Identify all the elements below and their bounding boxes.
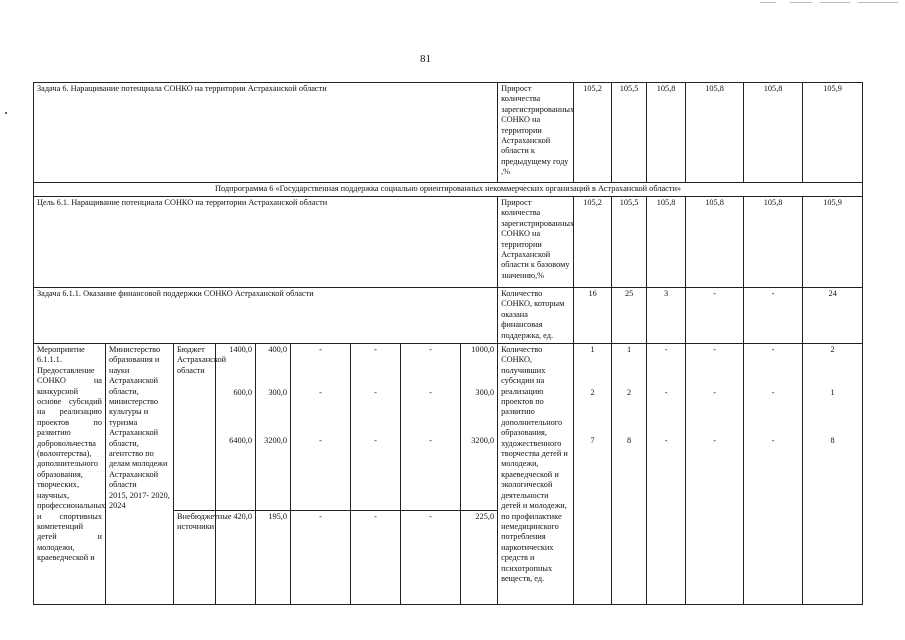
task6-value: 105,8 xyxy=(686,83,744,183)
indicator-value: - xyxy=(771,435,775,445)
indicator-col2 xyxy=(612,344,647,605)
funding-value: 600,0 xyxy=(233,388,252,398)
goal61-title: Цель 6.1. Наращивание потенциала СОНКО на территории Астраханской области xyxy=(34,197,498,288)
task611-value: 16 xyxy=(574,288,612,344)
indicator-value: 8 xyxy=(627,435,632,445)
funding-value: - xyxy=(401,511,461,605)
funding-col4 xyxy=(351,344,401,511)
goal61-indicator: Прирост количества зарегистрированных СОНКО на территории Астраханской области к базовому значению,% xyxy=(498,197,574,288)
task611-value: - xyxy=(686,288,744,344)
indicator-value: - xyxy=(771,388,775,398)
indicator-col3 xyxy=(647,344,686,605)
measure-row-regional xyxy=(34,344,863,511)
funding-value: 6400,0 xyxy=(229,435,252,445)
funding-value: - xyxy=(374,388,377,398)
task611-value: - xyxy=(744,288,803,344)
task611-title: Задача 6.1.1. Оказание финансовой поддержки СОНКО Астраханской области xyxy=(34,288,498,344)
subprogram-row xyxy=(34,183,863,197)
indicator-value: 1 xyxy=(830,388,835,398)
funding-value: 400,0 xyxy=(268,345,287,354)
indicator-col6 xyxy=(803,344,863,605)
indicator-value: - xyxy=(771,345,775,354)
goal61-value: 105,8 xyxy=(744,197,803,288)
source-extrabudget: Внебюджетные источники xyxy=(174,511,216,605)
funding-col3 xyxy=(291,344,351,511)
measure-executor xyxy=(106,344,174,605)
task611-row xyxy=(34,288,863,344)
indicator-value: 8 xyxy=(830,435,835,445)
indicator-value: - xyxy=(664,435,668,445)
funding-value: 3200,0 xyxy=(264,435,287,445)
funding-total xyxy=(461,344,498,511)
indicator-value: - xyxy=(664,388,668,398)
task6-value: 105,8 xyxy=(647,83,686,183)
task611-value: 25 xyxy=(612,288,647,344)
funding-value: - xyxy=(374,435,377,445)
funding-value: 225,0 xyxy=(461,511,498,605)
funding-value: - xyxy=(291,511,351,605)
funding-value: 1400,0 xyxy=(229,345,252,354)
funding-value: - xyxy=(319,345,322,354)
goal61-value: 105,2 xyxy=(574,197,612,288)
indicator-col4 xyxy=(686,344,744,605)
executor-years: 2015, 2017- 2020, 2024 xyxy=(109,490,170,511)
indicator-value: - xyxy=(713,435,716,445)
indicator-col5 xyxy=(744,344,803,605)
measure-name: Мероприятие 6.1.1.1. Предоставление СОНКО на конкурсной основе субсидий на реализацию проектов по развитию добровольчества (волонтерства), дополнительного образования, творческих, научных, профессиональных и спортивных компетенций детей и молодежи, краеведческой и xyxy=(34,344,106,605)
task611-indicator: Количество СОНКО, которым оказана финансовая поддержка, ед. xyxy=(498,288,574,344)
funding-value: - xyxy=(351,511,401,605)
funding-value: 1000,0 xyxy=(471,345,495,354)
task6-indicator: Прирост количества зарегистрированных СОНКО на территории Астраханской области к предыдущему году ,% xyxy=(498,83,574,183)
funding-value: 300,0 xyxy=(475,388,495,398)
executor-text: Министерство образования и науки Астраханской области, министерство культуры и туризма Астраханской области, агентство по делам молодежи Астраханской области xyxy=(109,345,168,490)
funding-value: 3200,0 xyxy=(471,435,495,445)
funding-value: - xyxy=(319,435,322,445)
indicator-value: 2 xyxy=(590,388,595,398)
funding-value: - xyxy=(429,435,432,445)
funding-value: - xyxy=(374,345,377,354)
indicator-value: 2 xyxy=(830,345,835,354)
measure-indicator: Количество СОНКО, получивших субсидии на реализацию проектов по развитию дополнительного образования, художественного творчества детей и молодежи, краеведческой и экологической деятельности детей и молодежи, по профилактике немедицинского потребления наркотических средств и психотропных веществ, ед. xyxy=(498,344,574,605)
funding-col1 xyxy=(216,344,256,511)
subprogram-title: Подпрограмма 6 «Государственная поддержка социально ориентированных некоммерческих организаций в Астраханской области» xyxy=(34,183,863,197)
funding-value: 300,0 xyxy=(268,388,287,398)
funding-col2 xyxy=(256,344,291,511)
funding-value: 195,0 xyxy=(256,511,291,605)
margin-mark xyxy=(5,112,7,114)
goal61-row xyxy=(34,197,863,288)
goal61-value: 105,9 xyxy=(803,197,863,288)
task6-value: 105,2 xyxy=(574,83,612,183)
indicator-value: 1 xyxy=(590,345,595,354)
source-regional-budget: Бюджет Астраханской области xyxy=(174,344,216,511)
indicator-value: 7 xyxy=(590,435,595,445)
page-number: 81 xyxy=(420,53,431,65)
task6-row xyxy=(34,83,863,183)
funding-value: - xyxy=(429,345,432,354)
indicator-value: 2 xyxy=(627,388,632,398)
task6-value: 105,5 xyxy=(612,83,647,183)
goal61-value: 105,8 xyxy=(647,197,686,288)
task6-value: 105,9 xyxy=(803,83,863,183)
goal61-value: 105,8 xyxy=(686,197,744,288)
task611-value: 3 xyxy=(647,288,686,344)
indicator-value: 1 xyxy=(627,345,632,354)
indicator-value: - xyxy=(713,388,716,398)
funding-value: 420,0 xyxy=(216,511,256,605)
task611-value: 24 xyxy=(803,288,863,344)
funding-col5 xyxy=(401,344,461,511)
task6-value: 105,8 xyxy=(744,83,803,183)
goal61-value: 105,5 xyxy=(612,197,647,288)
indicator-col1 xyxy=(574,344,612,605)
indicator-value: - xyxy=(713,345,716,354)
task6-title: Задача 6. Наращивание потенциала СОНКО на территории Астраханской области xyxy=(34,83,498,183)
funding-value: - xyxy=(319,388,322,398)
indicators-table xyxy=(33,82,863,605)
funding-value: - xyxy=(429,388,432,398)
indicator-value: - xyxy=(664,345,668,354)
